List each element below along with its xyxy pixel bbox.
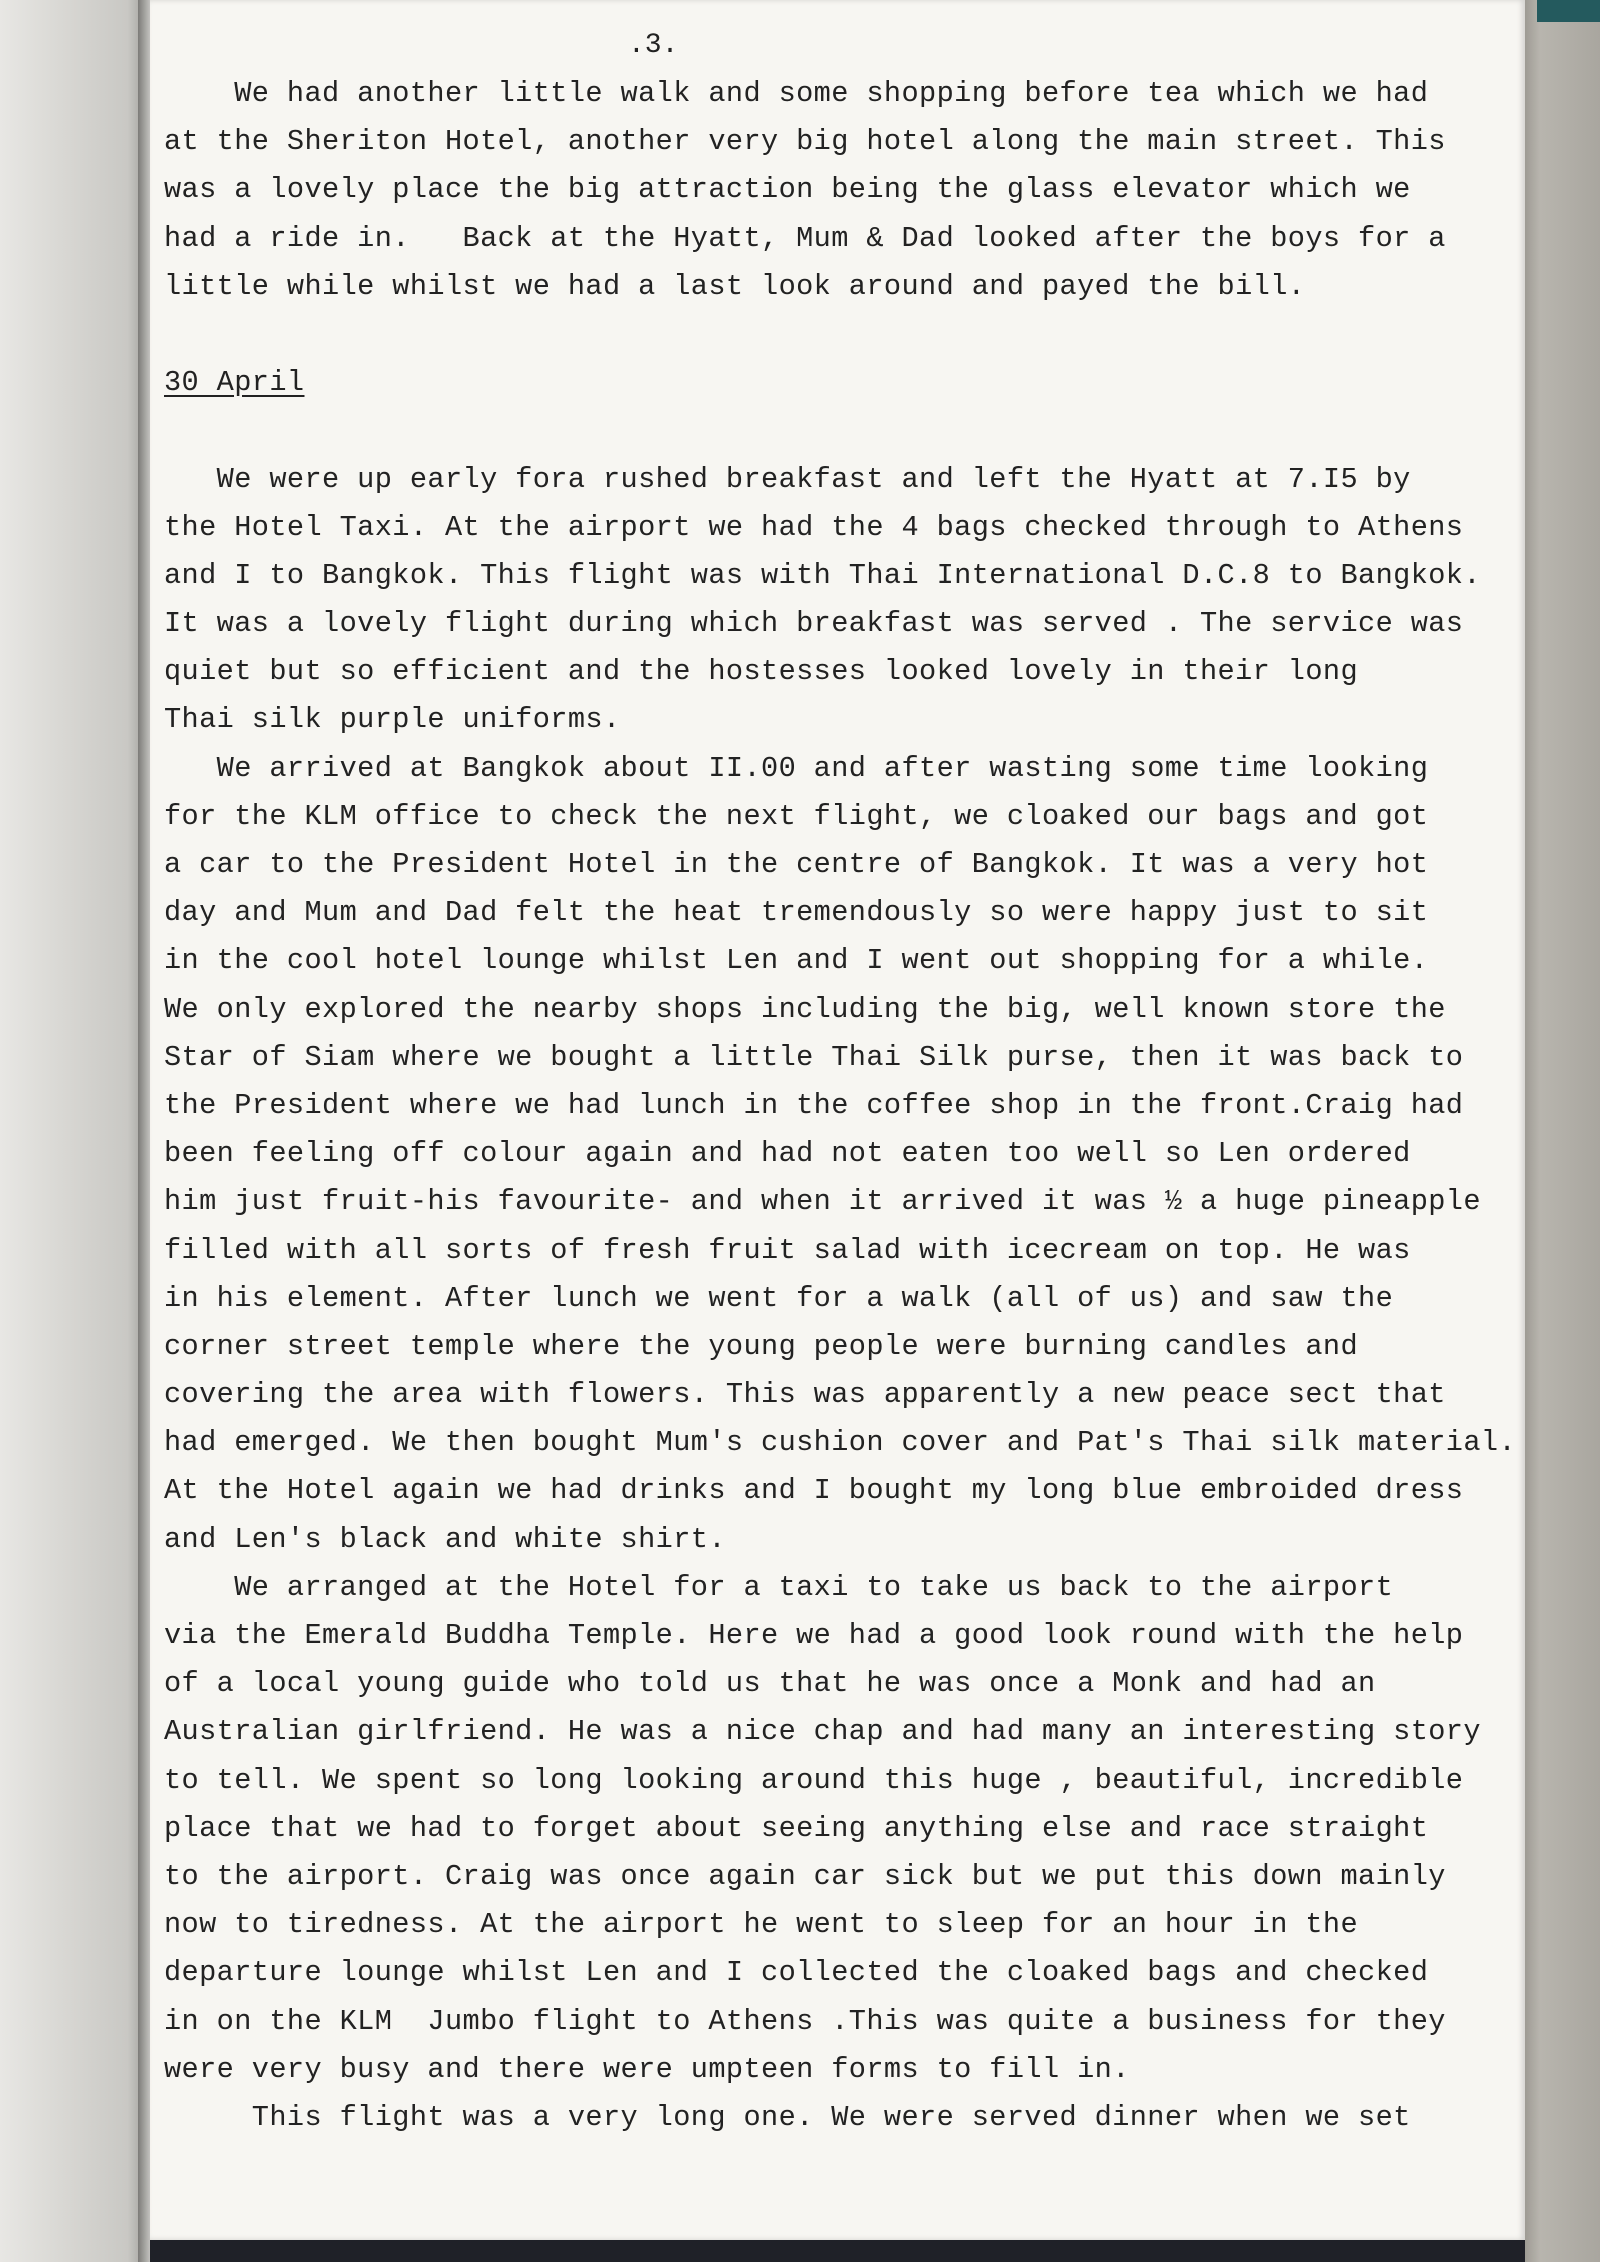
blank-line xyxy=(164,407,1504,455)
left-page-edge xyxy=(0,0,150,2262)
blank-line xyxy=(164,311,1504,359)
text-line: now to tiredness. At the airport he went to sleep for an hour in the xyxy=(164,1908,1359,1942)
text-line: Star of Siam where we bought a little Thai Silk purse, then it was back to xyxy=(164,1040,1464,1074)
text-line: We only explored the nearby shops including the big, well known store the xyxy=(164,992,1446,1026)
right-page-edge xyxy=(1525,0,1600,2262)
bottom-shadow xyxy=(150,2240,1525,2262)
text-line: him just fruit-his favourite- and when it arrived it was ½ a huge pineapple xyxy=(164,1185,1481,1219)
text-line: It was a lovely flight during which breakfast was served . The service was xyxy=(164,607,1464,641)
text-line: the President where we had lunch in the coffee shop in the front.Craig had xyxy=(164,1088,1464,1122)
date-heading xyxy=(164,359,1504,407)
text-line: At the Hotel again we had drinks and I bought my long blue embroided dress xyxy=(164,1474,1464,1508)
text-line: corner street temple where the young people were burning candles and xyxy=(164,1329,1359,1363)
text-line: had emerged. We then bought Mum's cushion cover and Pat's Thai silk material. xyxy=(164,1426,1517,1460)
text-line: a car to the President Hotel in the centre of Bangkok. It was a very hot xyxy=(164,848,1429,881)
text-line: departure lounge whilst Len and I collected the cloaked bags and checked xyxy=(164,1956,1429,1990)
text-line: quiet but so efficient and the hostesses looked lovely in their long xyxy=(164,655,1359,689)
typed-text-body xyxy=(164,70,1517,2142)
text-line: in on the KLM Jumbo flight to Athens .This was quite a business for they xyxy=(164,2004,1446,2038)
text-line: little while whilst we had a last look around and payed the bill. xyxy=(164,269,1306,303)
text-line: We were up early fora rushed breakfast and left the Hyatt at 7.I5 by xyxy=(164,462,1411,496)
text-line: We had another little walk and some shopping before tea which we had xyxy=(164,77,1429,110)
text-line: was a lovely place the big attraction being the glass elevator which we xyxy=(164,173,1411,207)
text-line: filled with all sorts of fresh fruit salad with icecream on top. He was xyxy=(164,1233,1411,1267)
text-line: and Len's black and white shirt. xyxy=(164,1522,726,1556)
text-line: at the Sheriton Hotel, another very big hotel along the main street. This xyxy=(164,125,1446,159)
text-line: Thai silk purple uniforms. xyxy=(164,703,621,737)
text-line: This flight was a very long one. We were served dinner when we set xyxy=(164,2100,1411,2134)
text-line: had a ride in. Back at the Hyatt, Mum & Dad looked after the boys for a xyxy=(164,221,1446,255)
text-line: day and Mum and Dad felt the heat tremendously so were happy just to sit xyxy=(164,896,1429,930)
cover-corner xyxy=(1537,0,1600,22)
page-number: .3. xyxy=(628,30,679,61)
text-line: place that we had to forget about seeing anything else and race straight xyxy=(164,1811,1429,1845)
text-line: were very busy and there were umpteen forms to fill in. xyxy=(164,2052,1130,2086)
date-heading-text: 30 April xyxy=(164,366,305,400)
text-line: of a local young guide who told us that he was once a Monk and had an xyxy=(164,1667,1376,1701)
text-line: to the airport. Craig was once again car sick but we put this down mainly xyxy=(164,1859,1446,1893)
text-line: the Hotel Taxi. At the airport we had the 4 bags checked through to Athens xyxy=(164,510,1464,544)
text-line: We arranged at the Hotel for a taxi to take us back to the airport xyxy=(164,1570,1394,1604)
text-line: and I to Bangkok. This flight was with Thai International D.C.8 to Bangkok. xyxy=(164,558,1481,592)
text-line: in his element. After lunch we went for a walk (all of us) and saw the xyxy=(164,1281,1394,1315)
text-line: covering the area with flowers. This was apparently a new peace sect that xyxy=(164,1378,1446,1412)
text-line: Australian girlfriend. He was a nice chap and had many an interesting story xyxy=(164,1715,1481,1749)
text-line: via the Emerald Buddha Temple. Here we had a good look round with the help xyxy=(164,1619,1464,1652)
text-line: in the cool hotel lounge whilst Len and I went out shopping for a while. xyxy=(164,944,1429,978)
text-line: to tell. We spent so long looking around this huge , beautiful, incredible xyxy=(164,1763,1464,1797)
text-line: We arrived at Bangkok about II.00 and after wasting some time looking xyxy=(164,751,1429,785)
text-line: been feeling off colour again and had not eaten too well so Len ordered xyxy=(164,1137,1411,1171)
text-line: for the KLM office to check the next flight, we cloaked our bags and got xyxy=(164,799,1429,833)
